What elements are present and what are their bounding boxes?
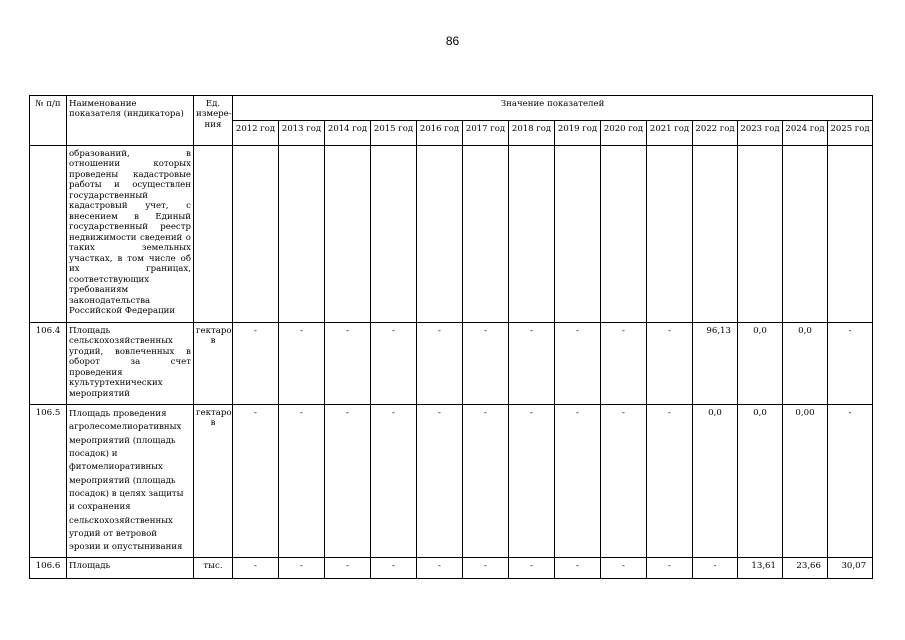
header-year: 2025 год <box>828 121 873 146</box>
row-value <box>555 146 601 323</box>
row-unit: гектаро в <box>194 405 233 558</box>
header-year: 2020 год <box>601 121 647 146</box>
row-name: Площадь сельскохозяйственных угодий, вовлеченных в оборот за счет проведения культуртехнических мероприятий <box>67 323 194 405</box>
row-value: - <box>601 323 647 405</box>
row-value: - <box>509 558 555 579</box>
table-row <box>30 558 873 579</box>
table-row <box>30 323 873 405</box>
row-value <box>647 146 693 323</box>
row-value: 0,0 <box>693 405 738 558</box>
row-value: - <box>509 323 555 405</box>
row-value: 30,07 <box>828 558 873 579</box>
row-value: - <box>417 405 463 558</box>
row-num <box>30 146 67 323</box>
row-value: - <box>601 405 647 558</box>
row-value: - <box>325 558 371 579</box>
row-value <box>279 146 325 323</box>
row-value <box>417 146 463 323</box>
row-value: 0,00 <box>783 405 828 558</box>
header-values: Значение показателей <box>233 96 873 121</box>
row-value: - <box>233 405 279 558</box>
header-name: Наименование показателя (индикатора) <box>67 96 194 146</box>
row-value: - <box>693 558 738 579</box>
header-year: 2024 год <box>783 121 828 146</box>
row-value: - <box>463 323 509 405</box>
header-year: 2017 год <box>463 121 509 146</box>
table-row <box>30 146 873 323</box>
row-value <box>783 146 828 323</box>
row-name: Площадь <box>67 558 194 579</box>
row-value: 13,61 <box>738 558 783 579</box>
row-name: Площадь проведения агролесомелиоративных мероприятий (площадь посадок) и фитомелиоративных мероприятий (площадь посадок) в целях защиты и сохранения сельскохозяйственных угодий от ветровой эрозии и опустынивания <box>67 405 194 558</box>
row-value: - <box>828 405 873 558</box>
row-value: - <box>279 558 325 579</box>
row-value: - <box>279 405 325 558</box>
row-value: 23,66 <box>783 558 828 579</box>
row-num: 106.5 <box>30 405 67 558</box>
row-value: - <box>233 323 279 405</box>
row-value: - <box>647 558 693 579</box>
header-year: 2019 год <box>555 121 601 146</box>
row-value: - <box>463 405 509 558</box>
header-unit: Ед. измере-ния <box>194 96 233 146</box>
row-value: - <box>371 323 417 405</box>
row-unit <box>194 146 233 323</box>
row-value: - <box>325 405 371 558</box>
indicators-table <box>29 95 873 579</box>
row-value: - <box>555 323 601 405</box>
row-value: - <box>828 323 873 405</box>
row-name: образований, в отношении которых проведены кадастровые работы и осуществлен государственный кадастровый учет, с внесением в Единый государственный реестр недвижимости сведений о таких земельных участках, в том числе об их границах, соответствующих требованиям законодательства Российской Федерации <box>67 146 194 323</box>
row-num: 106.4 <box>30 323 67 405</box>
row-value: 0,0 <box>738 405 783 558</box>
header-year: 2016 год <box>417 121 463 146</box>
row-value: - <box>417 558 463 579</box>
row-value: - <box>233 558 279 579</box>
header-year: 2018 год <box>509 121 555 146</box>
row-value: - <box>555 405 601 558</box>
row-unit: тыс. <box>194 558 233 579</box>
header-year: 2013 год <box>279 121 325 146</box>
row-value <box>371 146 417 323</box>
row-value <box>325 146 371 323</box>
row-value: 0,0 <box>783 323 828 405</box>
page-number: 86 <box>445 34 460 48</box>
row-value: - <box>371 558 417 579</box>
row-value <box>463 146 509 323</box>
row-value: - <box>417 323 463 405</box>
row-value: - <box>601 558 647 579</box>
row-value <box>828 146 873 323</box>
row-value: - <box>647 405 693 558</box>
table-row <box>30 405 873 558</box>
row-value: - <box>371 405 417 558</box>
header-year: 2022 год <box>693 121 738 146</box>
row-value: - <box>325 323 371 405</box>
header-year: 2023 год <box>738 121 783 146</box>
row-value: - <box>509 405 555 558</box>
row-value <box>693 146 738 323</box>
row-value: 0,0 <box>738 323 783 405</box>
row-value: 96,13 <box>693 323 738 405</box>
header-year: 2012 год <box>233 121 279 146</box>
row-value: - <box>555 558 601 579</box>
row-value <box>233 146 279 323</box>
row-unit: гектаро в <box>194 323 233 405</box>
row-value <box>509 146 555 323</box>
header-num: № п/п <box>30 96 67 146</box>
row-num: 106.6 <box>30 558 67 579</box>
header-year: 2014 год <box>325 121 371 146</box>
row-value <box>738 146 783 323</box>
row-value: - <box>647 323 693 405</box>
header-year: 2015 год <box>371 121 417 146</box>
row-value: - <box>463 558 509 579</box>
row-value <box>601 146 647 323</box>
row-value: - <box>279 323 325 405</box>
header-year: 2021 год <box>647 121 693 146</box>
